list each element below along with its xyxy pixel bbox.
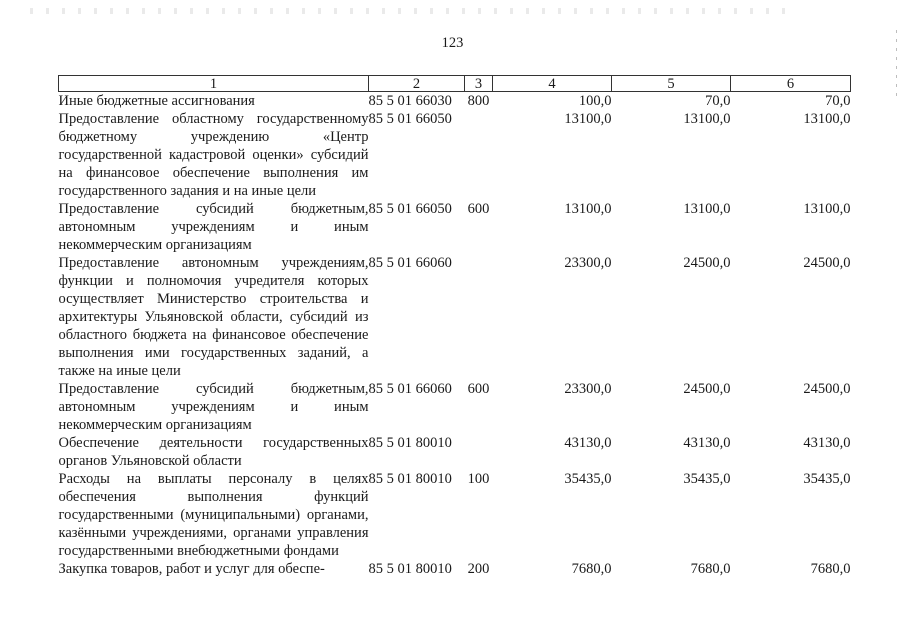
expense-name: Расходы на выплаты персоналу в целях обеспечения выполнения функций государственными (муниципальными) органами, казёнными учреждениями, органами управления государственными внебюджетными фондами <box>58 471 369 559</box>
expense-name: Предоставление областному государственному бюджетному учреждению «Центр государственной кадастровой оценки» субсидий на финансовое обеспечение выполнения им государственного задания и на иные цели <box>58 111 369 199</box>
scan-artifact-top <box>30 8 790 14</box>
expense-type-code: 600 <box>467 381 490 397</box>
amount-col-6: 24500,0 <box>803 255 851 271</box>
target-article-code: 85 5 01 66060 <box>368 381 452 397</box>
amount-col-6: 13100,0 <box>803 201 851 217</box>
target-article-code: 85 5 01 66030 <box>368 93 452 109</box>
amount-col-5: 13100,0 <box>683 111 731 127</box>
amount-col-5: 35435,0 <box>683 471 731 487</box>
budget-table <box>58 75 851 578</box>
amount-col-5: 70,0 <box>705 93 731 109</box>
amount-col-5: 24500,0 <box>683 381 731 397</box>
amount-col-5: 7680,0 <box>690 561 731 577</box>
amount-col-5: 24500,0 <box>683 255 731 271</box>
amount-col-4: 23300,0 <box>564 255 612 271</box>
amount-col-4: 23300,0 <box>564 381 612 397</box>
expense-type-code: 600 <box>467 201 490 217</box>
expense-name: Предоставление субсидий бюджетным, автономным учреждениям и иным некоммерческим организациям <box>58 201 369 253</box>
expense-name: Закупка товаров, работ и услуг для обеспе- <box>58 561 325 577</box>
column-header: 3 <box>465 76 493 92</box>
column-header: 2 <box>369 76 465 92</box>
target-article-code: 85 5 01 80010 <box>368 435 452 451</box>
page-number: 123 <box>441 35 464 51</box>
amount-col-6: 24500,0 <box>803 381 851 397</box>
amount-col-4: 100,0 <box>578 93 612 109</box>
table-row <box>59 200 851 254</box>
target-article-code: 85 5 01 66050 <box>368 201 452 217</box>
table-header-row <box>59 76 851 92</box>
table-row <box>59 434 851 470</box>
amount-col-5: 43130,0 <box>683 435 731 451</box>
expense-name: Обеспечение деятельности государственных органов Ульяновской области <box>58 435 369 469</box>
amount-col-4: 13100,0 <box>564 201 612 217</box>
table-row <box>59 110 851 200</box>
expense-name: Иные бюджетные ассигнования <box>58 93 255 109</box>
amount-col-4: 35435,0 <box>564 471 612 487</box>
amount-col-4: 13100,0 <box>564 111 612 127</box>
amount-col-6: 7680,0 <box>810 561 851 577</box>
target-article-code: 85 5 01 66050 <box>368 111 452 127</box>
table-row <box>59 380 851 434</box>
amount-col-6: 35435,0 <box>803 471 851 487</box>
expense-type-code <box>465 110 493 200</box>
amount-col-6: 43130,0 <box>803 435 851 451</box>
amount-col-4: 7680,0 <box>571 561 612 577</box>
table-row <box>59 560 851 578</box>
expense-type-code: 200 <box>467 561 490 577</box>
target-article-code: 85 5 01 66060 <box>368 255 452 271</box>
table-row <box>59 254 851 380</box>
expense-name: Предоставление субсидий бюджетным, автономным учреждениям и иным некоммерческим организациям <box>58 381 369 433</box>
expense-type-code <box>465 254 493 380</box>
expense-type-code <box>465 434 493 470</box>
column-header: 4 <box>493 76 612 92</box>
expense-type-code: 800 <box>467 93 490 109</box>
amount-col-6: 70,0 <box>825 93 851 109</box>
table-row <box>59 470 851 560</box>
column-header: 1 <box>59 76 369 92</box>
target-article-code: 85 5 01 80010 <box>368 561 452 577</box>
target-article-code: 85 5 01 80010 <box>368 471 452 487</box>
amount-col-4: 43130,0 <box>564 435 612 451</box>
table-row <box>59 92 851 111</box>
column-header: 6 <box>731 76 851 92</box>
column-header: 5 <box>612 76 731 92</box>
expense-type-code: 100 <box>467 471 490 487</box>
amount-col-6: 13100,0 <box>803 111 851 127</box>
expense-name: Предоставление автономным учреждениям, функции и полномочия учредителя которых осуществляет Министерство строительства и архитектуры Ульяновской области, субсидий из областного бюджета на финансовое обеспечение выполнения ими государственных заданий, а также на иные цели <box>58 255 369 379</box>
amount-col-5: 13100,0 <box>683 201 731 217</box>
